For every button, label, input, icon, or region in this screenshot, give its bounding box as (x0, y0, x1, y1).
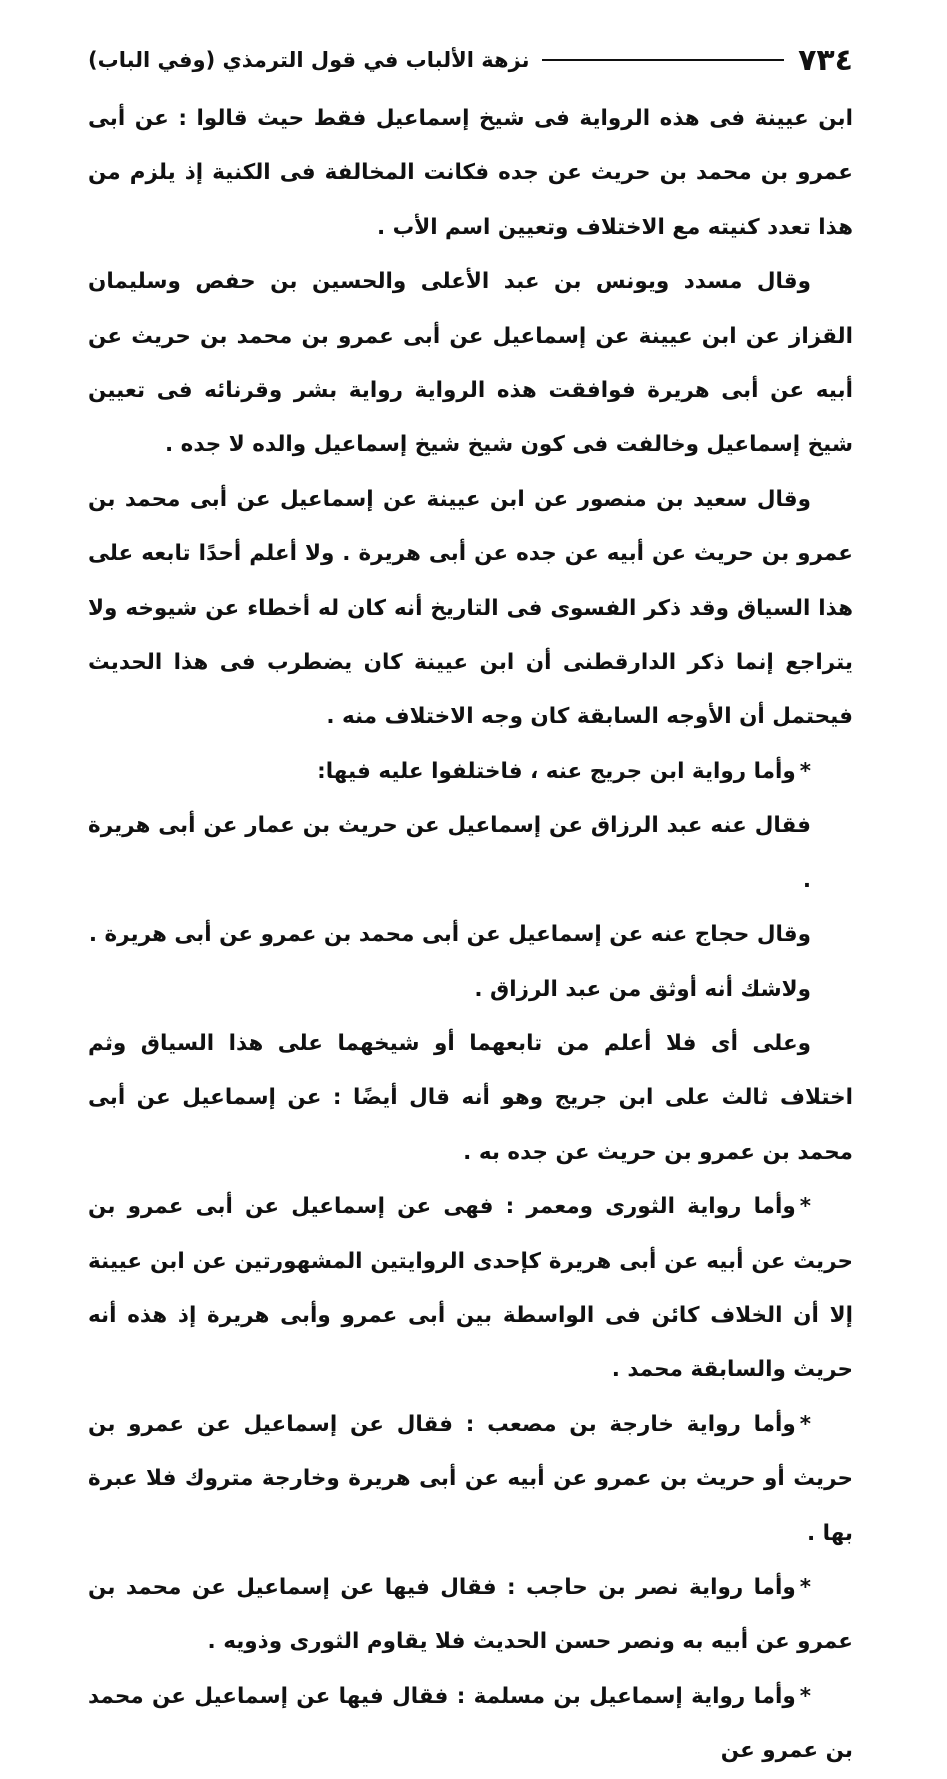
paragraph-text: فقال عن إسماعيل عن عمرو بن حريث أو حريث بن عمرو عن أبيه عن أبى هريرة وخارجة متروك فلا عبرة بها . (88, 1411, 853, 1546)
section-lead: وأما رواية ابن جريج عنه ، فاختلفوا عليه فيها: (317, 758, 796, 784)
paragraph-text: وعلى أى فلا أعلم من تابعهما أو شيخهما على هذا السياق وثم اختلاف ثالث على ابن جريج وهو أنه قال أيضًا : عن إسماعيل عن أبى محمد بن عمرو بن حريث عن جده به . (88, 1030, 853, 1165)
star-marker: * (799, 1194, 811, 1220)
section-kharija (88, 1398, 853, 1561)
paragraph-text: ابن عيينة فى هذه الرواية فى شيخ إسماعيل فقط حيث قالوا : عن أبى عمرو بن محمد بن حريث عن جده فكانت المخالفة فى الكنية إذ يلزم من هذا تعدد كنيته مع الاختلاف وتعيين اسم الأب . (88, 106, 853, 240)
page-header (88, 40, 853, 80)
section-thawri-mamar (88, 1180, 853, 1398)
section-heading-ibn-jurayj (88, 745, 853, 799)
paragraph-2 (88, 255, 853, 473)
paragraph-text: فقال عنه عبد الرزاق عن إسماعيل عن حريث بن عمار عن أبى هريرة . (88, 813, 811, 893)
paragraph-6 (88, 908, 853, 962)
paragraph-text: فقال فيها عن إسماعيل عن محمد بن عمرو عن (88, 1683, 853, 1764)
star-marker: * (799, 758, 811, 784)
paragraph-text: فقال فيها عن إسماعيل عن محمد بن عمرو عن أبيه به ونصر حسن الحديث فلا يقاوم الثورى وذويه . (88, 1574, 853, 1655)
section-nasr (88, 1561, 853, 1670)
paragraph-text: وقال سعيد بن منصور عن ابن عيينة عن إسماعيل عن أبى محمد بن عمرو بن حريث عن أبيه عن جده عن أبى هريرة . ولا أعلم أحدًا تابعه على هذا السياق وقد ذكر الفسوى فى التاريخ أنه كان له أخطاء عن شيوخه ولا يتراجع إنما ذكر الدارقطنى أن ابن عيينة كان يضطرب فى هذا الحديث فيحتمل أن الأوجه السابقة كان وجه الاختلاف منه . (88, 486, 853, 730)
section-lead: وأما رواية إسماعيل بن مسلمة : (456, 1683, 796, 1709)
paragraph-text: وقال مسدد ويونس بن عبد الأعلى والحسين بن حفص وسليمان القزاز عن ابن عيينة عن إسماعيل عن أبى عمرو بن محمد بن حريث عن أبيه عن أبى هريرة فوافقت هذه الرواية رواية بشر وقرنائه فى تعيين شيخ إسماعيل وخالفت فى كون شيخ شيخ إسماعيل والده لا جده . (88, 269, 853, 458)
star-marker: * (799, 1574, 811, 1600)
paragraph-text: وقال حجاج عنه عن إسماعيل عن أبى محمد بن عمرو عن أبى هريرة . (88, 922, 811, 948)
paragraph-5 (88, 799, 853, 908)
paragraph-text: فهى عن إسماعيل عن أبى عمرو بن حريث عن أبيه عن أبى هريرة كإحدى الروايتين المشهورتين عن ابن عيينة إلا أن الخلاف كائن فى الواسطة بين أبى عمرو وأبى هريرة إذ هذه أنه حريث والسابقة محمد . (88, 1194, 853, 1383)
section-lead: وأما رواية خارجة بن مصعب : (465, 1411, 796, 1437)
section-ismail-maslama (88, 1670, 853, 1779)
running-title: نزهة الألباب في قول الترمذي (وفي الباب) (88, 48, 530, 72)
star-marker: * (799, 1683, 811, 1709)
star-marker: * (799, 1411, 811, 1437)
paragraph-1 (88, 92, 853, 255)
header-rule (542, 59, 785, 61)
paragraph-3 (88, 473, 853, 745)
page-body (88, 92, 853, 1779)
page-number: ٧٣٤ (798, 42, 853, 78)
paragraph-8 (88, 1017, 853, 1180)
paragraph-text: ولاشك أنه أوثق من عبد الرزاق . (474, 976, 811, 1002)
section-lead: وأما رواية الثورى ومعمر : (505, 1194, 796, 1220)
section-lead: وأما رواية نصر بن حاجب : (506, 1574, 796, 1600)
paragraph-7 (88, 963, 853, 1017)
